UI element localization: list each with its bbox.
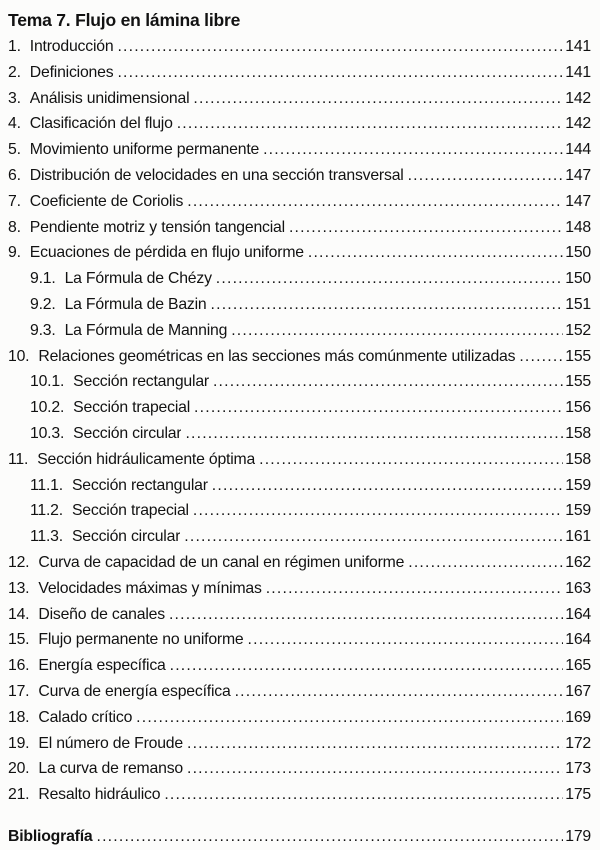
dot-leader: [308, 240, 563, 266]
toc-entry-number: 7.: [8, 192, 21, 210]
dot-leader: [193, 86, 563, 112]
toc-entry: [8, 524, 591, 550]
bibliography-label: Bibliografía: [8, 827, 93, 845]
dot-leader: [117, 34, 563, 60]
toc-entry: [8, 756, 591, 782]
toc-entry-label: Definiciones: [29, 63, 114, 81]
toc-entry-page: 159: [565, 476, 591, 494]
page-title: Tema 7. Flujo en lámina libre: [8, 10, 241, 30]
toc-entry-number: 19.: [8, 734, 30, 752]
dot-leader: [216, 266, 563, 292]
toc-entry-label: La Fórmula de Bazin: [64, 295, 207, 313]
toc-entry-number: 3.: [8, 89, 21, 107]
toc-entry-number: 9.1.: [30, 270, 56, 288]
toc-entry-number: 1.: [8, 38, 21, 55]
toc-entry-page: 150: [565, 270, 591, 288]
dot-leader: [187, 731, 563, 757]
toc-entry: [8, 34, 591, 60]
toc-entry-number: 9.3.: [30, 321, 56, 339]
toc-entry-number: 9.2.: [30, 295, 56, 313]
dot-leader: [170, 653, 564, 679]
toc-entry: [8, 421, 591, 447]
toc-entry-label: La curva de remanso: [38, 760, 183, 778]
toc-entry-page: 164: [565, 631, 591, 649]
toc-entry-page: 175: [565, 786, 591, 804]
toc-entry-page: 152: [565, 321, 591, 339]
toc-entry-label: Clasificación del flujo: [29, 115, 173, 133]
toc-entry-page: 159: [565, 502, 591, 520]
toc-entry: [8, 60, 591, 86]
toc-entry: [8, 163, 591, 189]
toc-entry-page: 165: [565, 657, 591, 675]
toc-entry-number: 18.: [8, 708, 30, 726]
toc-entry-page: 147: [565, 166, 591, 184]
dot-leader: [213, 369, 563, 395]
toc-entry-number: 10.1.: [30, 373, 65, 391]
toc-entry: [8, 498, 591, 524]
toc-entry-label: Curva de capacidad de un canal en régimen uniforme: [38, 553, 405, 571]
toc-entry-number: 13.: [8, 579, 30, 597]
toc-entry-label: Sección circular: [73, 424, 182, 442]
toc-entry: [8, 137, 591, 163]
dot-leader: [177, 111, 564, 137]
dot-leader: [289, 215, 563, 241]
toc-entry-page: 144: [565, 141, 591, 159]
toc-entry-label: Resalto hidráulico: [38, 786, 161, 804]
toc-entry-label: Sección hidráulicamente óptima: [37, 450, 256, 468]
toc-entry-label: Sección rectangular: [71, 476, 208, 494]
toc-entry: [8, 473, 591, 499]
toc-entry-number: 6.: [8, 166, 21, 184]
dot-leader: [259, 447, 563, 473]
toc-entry-page: 142: [565, 89, 591, 107]
dot-leader: [211, 292, 564, 318]
toc-entry-page: 167: [565, 682, 591, 700]
toc-entry: [8, 215, 591, 241]
toc-entry-label: Introducción: [29, 38, 114, 55]
toc-entry: [8, 782, 591, 808]
toc-entry-number: 11.1.: [30, 476, 63, 494]
toc-entry: [8, 318, 591, 344]
toc-entry-number: 15.: [8, 631, 30, 649]
toc-entry-page: 151: [565, 295, 591, 313]
toc-entry-number: 2.: [8, 63, 21, 81]
toc-entry: [8, 266, 591, 292]
toc-entry: [8, 679, 591, 705]
toc-entry-page: 148: [565, 218, 591, 236]
dot-leader: [194, 395, 563, 421]
toc-entry-page: 162: [565, 553, 591, 571]
toc-entry-page: 169: [565, 708, 591, 726]
toc-entry-label: Curva de energía específica: [38, 682, 231, 700]
toc-entry-label: Análisis unidimensional: [29, 89, 190, 107]
dot-leader: [185, 421, 563, 447]
toc-entry: [8, 447, 591, 473]
bibliography-page: 179: [565, 827, 591, 845]
toc-entry-label: Distribución de velocidades en una sección transversal: [29, 166, 404, 184]
toc-entry-number: 11.3.: [30, 528, 63, 546]
toc-entry-number: 4.: [8, 115, 21, 133]
toc-entry-number: 14.: [8, 605, 30, 623]
dot-leader: [164, 782, 563, 808]
dot-leader: [263, 137, 563, 163]
toc-entry: [8, 344, 591, 370]
toc-entry-number: 16.: [8, 657, 30, 675]
dot-leader: [519, 344, 563, 370]
toc-entry-page: 155: [565, 373, 591, 391]
toc-entry-label: La Fórmula de Chézy: [64, 270, 212, 288]
dot-leader: [136, 705, 563, 731]
toc-entry-label: Sección trapecial: [71, 502, 189, 520]
toc-entry-label: Sección trapecial: [73, 399, 191, 417]
dot-leader: [117, 60, 563, 86]
toc-entry-page: 150: [565, 244, 591, 262]
toc-entry: [8, 189, 591, 215]
dot-leader: [212, 473, 563, 499]
dot-leader: [193, 498, 563, 524]
toc-entry: [8, 627, 591, 653]
toc-entry-number: 20.: [8, 760, 30, 778]
toc-entry-number: 21.: [8, 786, 30, 804]
toc-entry-number: 5.: [8, 141, 21, 159]
toc-entry-page: 141: [565, 63, 591, 81]
toc-entry-page: 155: [565, 347, 591, 365]
toc-list: [8, 34, 591, 808]
toc-entry: [8, 602, 591, 628]
toc-entry: [8, 292, 591, 318]
toc-entry-label: Velocidades máximas y mínimas: [38, 579, 262, 597]
toc-entry: [8, 395, 591, 421]
toc-entry-number: 12.: [8, 553, 30, 571]
toc-entry-page: 173: [565, 760, 591, 778]
dot-leader: [266, 576, 564, 602]
toc-entry-label: Sección circular: [71, 528, 181, 546]
toc-entry-label: El número de Froude: [38, 734, 183, 752]
toc-entry-number: 11.2.: [30, 502, 63, 520]
toc-entry-label: Sección rectangular: [73, 373, 209, 391]
toc-entry-page: 161: [565, 528, 591, 546]
dot-leader: [408, 550, 563, 576]
toc-entry-label: Calado crítico: [38, 708, 133, 726]
toc-entry: [8, 653, 591, 679]
dot-leader: [187, 756, 563, 782]
toc-entry-page: 172: [565, 734, 591, 752]
toc-entry-page: 142: [565, 115, 591, 133]
dot-leader: [169, 602, 563, 628]
toc-entry: [8, 576, 591, 602]
dot-leader: [97, 824, 564, 850]
toc-entry-number: 10.3.: [30, 424, 65, 442]
dot-leader: [235, 679, 564, 705]
bibliography-entry: [8, 824, 591, 850]
toc-entry-label: Energía específica: [38, 657, 166, 675]
toc-entry-number: 9.: [8, 244, 21, 262]
toc-entry-label: Coeficiente de Coriolis: [29, 192, 184, 210]
dot-leader: [248, 627, 564, 653]
toc-entry-label: Movimiento uniforme permanente: [29, 141, 260, 159]
toc-entry-number: 10.: [8, 347, 30, 365]
toc-entry-label: La Fórmula de Manning: [64, 321, 228, 339]
toc-entry: [8, 731, 591, 757]
toc-entry-page: 147: [565, 192, 591, 210]
dot-leader: [187, 189, 563, 215]
toc-entry: [8, 240, 591, 266]
toc-entry-label: Diseño de canales: [38, 605, 165, 623]
toc-entry-label: Ecuaciones de pérdida en flujo uniforme: [29, 244, 304, 262]
toc-entry-label: Relaciones geométricas en las secciones más comúnmente utilizadas: [38, 347, 516, 365]
toc-entry: [8, 86, 591, 112]
toc-entry-page: 163: [565, 579, 591, 597]
toc-entry-number: 11.: [8, 450, 29, 468]
toc-entry-page: 141: [565, 38, 591, 55]
toc-entry: [8, 705, 591, 731]
toc-entry-label: Pendiente motriz y tensión tangencial: [29, 218, 285, 236]
toc-entry-page: 156: [565, 399, 591, 417]
toc-entry-number: 17.: [8, 682, 30, 700]
dot-leader: [184, 524, 563, 550]
toc-entry: [8, 369, 591, 395]
toc-entry-number: 8.: [8, 218, 21, 236]
dot-leader: [231, 318, 563, 344]
toc-entry-label: Flujo permanente no uniforme: [38, 631, 244, 649]
toc-entry-page: 158: [565, 450, 591, 468]
toc-entry: [8, 111, 591, 137]
toc-entry-page: 158: [565, 424, 591, 442]
toc-entry-number: 10.2.: [30, 399, 65, 417]
toc-entry-page: 164: [565, 605, 591, 623]
dot-leader: [408, 163, 564, 189]
toc-entry: [8, 550, 591, 576]
